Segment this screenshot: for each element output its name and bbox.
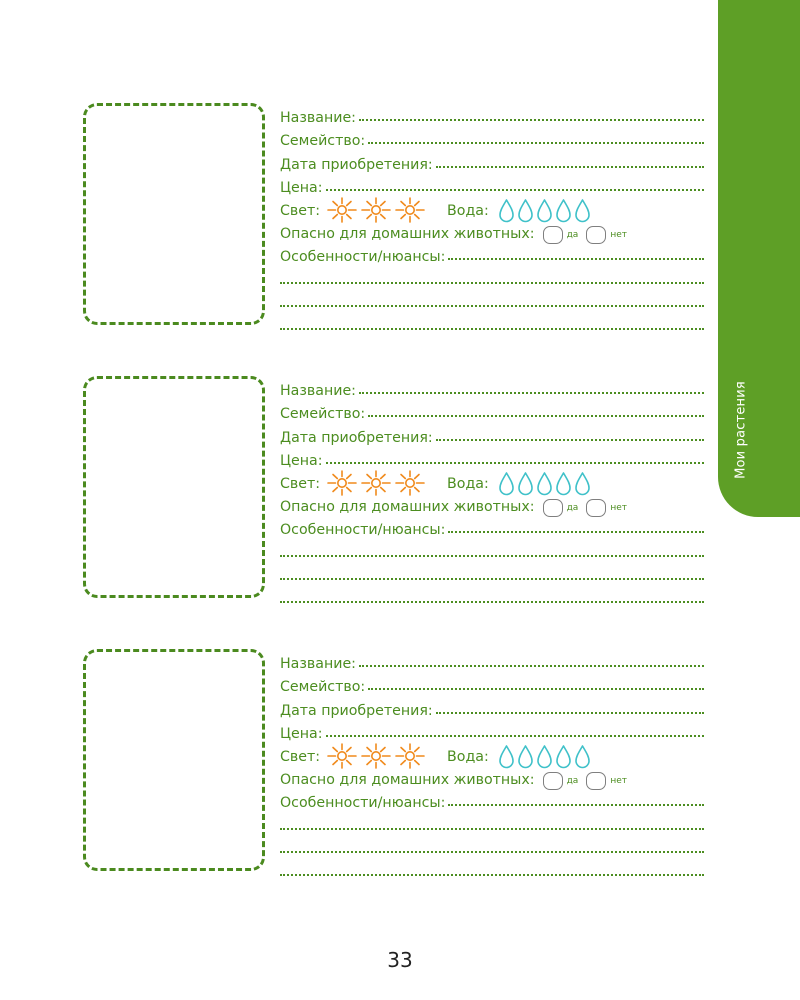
water-drop-icon[interactable] — [535, 198, 554, 224]
notes-fill-line[interactable] — [280, 874, 704, 876]
photo-placeholder[interactable] — [83, 103, 265, 325]
notes-extra-row — [280, 858, 704, 881]
name-row — [280, 649, 704, 672]
sun-icon[interactable] — [359, 743, 393, 769]
water-rating — [497, 744, 592, 765]
notes-fill-line[interactable] — [280, 851, 704, 853]
pet-danger-label: Опасно для домашних животных: — [280, 772, 535, 789]
yes-label: да — [566, 230, 579, 241]
notes-label: Особенности/нюансы: — [280, 249, 446, 266]
price-row — [280, 173, 704, 196]
notes-fill-line[interactable] — [448, 258, 704, 260]
family-label: Семейство: — [280, 406, 366, 423]
notes-extra-row — [280, 312, 704, 335]
water-drop-icon[interactable] — [573, 198, 592, 224]
family-fill-line[interactable] — [368, 142, 704, 144]
water-drop-icon[interactable] — [573, 744, 592, 770]
water-label: Вода: — [447, 748, 489, 765]
sun-icon[interactable] — [393, 197, 427, 223]
notes-fill-line[interactable] — [280, 578, 704, 580]
notes-fill-line[interactable] — [280, 828, 704, 830]
sun-icon[interactable] — [325, 743, 359, 769]
light-label: Свет: — [280, 475, 321, 492]
water-drop-icon[interactable] — [497, 198, 516, 224]
date-fill-line[interactable] — [436, 712, 704, 714]
family-row — [280, 399, 704, 422]
water-rating — [497, 198, 592, 219]
water-drop-icon[interactable] — [516, 471, 535, 497]
water-drop-icon[interactable] — [554, 471, 573, 497]
side-tab — [718, 0, 800, 517]
no-checkbox[interactable] — [586, 499, 606, 517]
date-row — [280, 149, 704, 172]
pet-danger-label: Опасно для домашних животных: — [280, 226, 535, 243]
name-row — [280, 376, 704, 399]
name-label: Название: — [280, 383, 356, 400]
water-drop-icon[interactable] — [516, 744, 535, 770]
notes-extra-row — [280, 585, 704, 608]
notes-fill-line[interactable] — [280, 282, 704, 284]
name-label: Название: — [280, 110, 356, 127]
notes-fill-line[interactable] — [448, 804, 704, 806]
date-row — [280, 695, 704, 718]
water-drop-icon[interactable] — [554, 744, 573, 770]
yes-checkbox[interactable] — [543, 226, 563, 244]
yes-checkbox[interactable] — [543, 772, 563, 790]
notes-label: Особенности/нюансы: — [280, 795, 446, 812]
light-rating — [325, 743, 427, 765]
notes-fill-line[interactable] — [280, 305, 704, 307]
water-drop-icon[interactable] — [516, 198, 535, 224]
sun-icon[interactable] — [393, 470, 427, 496]
light-rating — [325, 197, 427, 219]
price-label: Цена: — [280, 452, 323, 469]
date-label: Дата приобретения: — [280, 429, 433, 446]
sun-icon[interactable] — [325, 197, 359, 223]
price-row — [280, 719, 704, 742]
notes-extra-row — [280, 538, 704, 561]
water-label: Вода: — [447, 202, 489, 219]
plant-fields — [280, 103, 704, 335]
notes-fill-line[interactable] — [280, 555, 704, 557]
family-row — [280, 126, 704, 149]
price-fill-line[interactable] — [326, 462, 705, 464]
light-rating — [325, 470, 427, 492]
family-fill-line[interactable] — [368, 415, 704, 417]
yes-checkbox[interactable] — [543, 499, 563, 517]
plant-card — [0, 649, 718, 879]
no-label: нет — [610, 503, 627, 514]
notes-row — [280, 242, 704, 265]
notes-extra-row — [280, 835, 704, 858]
price-fill-line[interactable] — [326, 189, 705, 191]
price-fill-line[interactable] — [326, 735, 705, 737]
sun-icon[interactable] — [359, 470, 393, 496]
light-water-row — [280, 742, 704, 765]
plant-fields — [280, 649, 704, 881]
no-label: нет — [610, 776, 627, 787]
date-label: Дата приобретения: — [280, 702, 433, 719]
family-fill-line[interactable] — [368, 688, 704, 690]
plant-card — [0, 376, 718, 606]
price-row — [280, 446, 704, 469]
water-drop-icon[interactable] — [573, 471, 592, 497]
plant-fields — [280, 376, 704, 608]
light-water-row — [280, 469, 704, 492]
water-rating — [497, 471, 592, 492]
notes-extra-row — [280, 562, 704, 585]
light-label: Свет: — [280, 748, 321, 765]
water-drop-icon[interactable] — [497, 744, 516, 770]
date-fill-line[interactable] — [436, 439, 704, 441]
photo-placeholder[interactable] — [83, 376, 265, 598]
water-drop-icon[interactable] — [535, 471, 554, 497]
photo-placeholder[interactable] — [83, 649, 265, 871]
name-label: Название: — [280, 656, 356, 673]
no-checkbox[interactable] — [586, 226, 606, 244]
sun-icon[interactable] — [393, 743, 427, 769]
sun-icon[interactable] — [325, 470, 359, 496]
light-water-row — [280, 196, 704, 219]
page-number: 33 — [387, 948, 413, 972]
yes-label: да — [566, 503, 579, 514]
notes-row — [280, 788, 704, 811]
pet-danger-label: Опасно для домашних животных: — [280, 499, 535, 516]
price-label: Цена: — [280, 725, 323, 742]
family-label: Семейство: — [280, 133, 366, 150]
notes-extra-row — [280, 265, 704, 288]
water-drop-icon[interactable] — [535, 744, 554, 770]
notes-fill-line[interactable] — [448, 531, 704, 533]
notes-row — [280, 515, 704, 538]
name-row — [280, 103, 704, 126]
notes-label: Особенности/нюансы: — [280, 522, 446, 539]
plant-card — [0, 103, 718, 333]
date-row — [280, 422, 704, 445]
water-drop-icon[interactable] — [554, 198, 573, 224]
yes-label: да — [566, 776, 579, 787]
price-label: Цена: — [280, 179, 323, 196]
light-label: Свет: — [280, 202, 321, 219]
name-fill-line[interactable] — [359, 119, 704, 121]
name-fill-line[interactable] — [359, 392, 704, 394]
water-drop-icon[interactable] — [497, 471, 516, 497]
date-label: Дата приобретения: — [280, 156, 433, 173]
family-row — [280, 672, 704, 695]
side-tab-label: Мои растения — [733, 381, 749, 479]
notes-extra-row — [280, 289, 704, 312]
no-label: нет — [610, 230, 627, 241]
family-label: Семейство: — [280, 679, 366, 696]
no-checkbox[interactable] — [586, 772, 606, 790]
sun-icon[interactable] — [359, 197, 393, 223]
water-label: Вода: — [447, 475, 489, 492]
name-fill-line[interactable] — [359, 665, 704, 667]
notes-fill-line[interactable] — [280, 601, 704, 603]
notes-fill-line[interactable] — [280, 328, 704, 330]
notes-extra-row — [280, 811, 704, 834]
date-fill-line[interactable] — [436, 166, 704, 168]
